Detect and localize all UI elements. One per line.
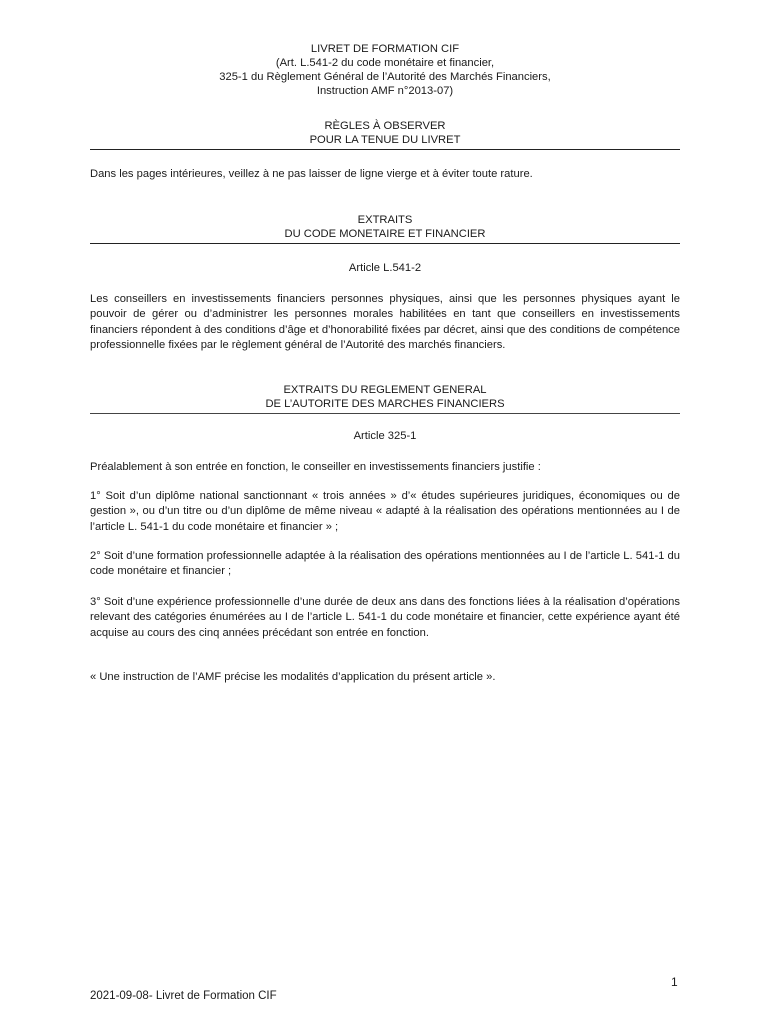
page-footer: 2021-09-08- Livret de Formation CIF xyxy=(90,990,277,1002)
reg-heading xyxy=(90,383,680,414)
article-325-1-item-2: 2° Soit d’une formation professionnelle adaptée à la réalisation des opérations mentionnées au I de l’article L. 541-1 du code monétaire et financier ; xyxy=(90,550,680,578)
header-subtitle-2: 325-1 du Règlement Général de l’Autorité des Marchés Financiers, xyxy=(219,71,551,83)
article-l541-2-title: Article L.541-2 xyxy=(348,262,422,274)
reg-heading-line2: DE L’AUTORITE DES MARCHES FINANCIERS xyxy=(265,398,505,410)
rules-text: Dans les pages intérieures, veillez à ne pas laisser de ligne vierge et à éviter toute rature. xyxy=(90,168,533,180)
rules-heading xyxy=(90,119,680,150)
code-heading-line1: EXTRAITS xyxy=(357,214,413,226)
code-heading-line2: DU CODE MONETAIRE ET FINANCIER xyxy=(284,228,486,240)
rules-heading-line2: POUR LA TENUE DU LIVRET xyxy=(309,134,461,146)
article-325-1-closing: « Une instruction de l’AMF précise les modalités d’application du présent article ». xyxy=(90,671,496,683)
reg-heading-line1: EXTRAITS DU REGLEMENT GENERAL xyxy=(283,384,487,396)
document-title: LIVRET DE FORMATION CIF xyxy=(310,43,460,55)
header-subtitle-1: (Art. L.541-2 du code monétaire et financier, xyxy=(275,57,495,69)
article-325-1-intro: Préalablement à son entrée en fonction, le conseiller en investissements financiers justifie : xyxy=(90,461,541,473)
header-subtitle-3: Instruction AMF n°2013-07) xyxy=(316,85,454,97)
article-325-1-item-3: 3° Soit d’une expérience professionnelle d’une durée de deux ans dans des fonctions liées à la réalisation d’opérations relevant des catégories énumérées au I de l’article L. 541-1 du code monétaire et financier, cette expérience ayant été acquise au cours des cinq années précédant son entrée en fonction. xyxy=(90,596,680,639)
article-325-1-item-1: 1° Soit d’un diplôme national sanctionnant « trois années » d’« études supérieures juridiques, économiques ou de gestion », ou d’un titre ou d’un diplôme de même niveau « adapté à la réalisation des opérations mentionnées au I de l’article L. 541-1 du code monétaire et financier » ; xyxy=(90,490,680,533)
rules-heading-line1: RÈGLES À OBSERVER xyxy=(324,120,446,132)
article-325-1-title: Article 325-1 xyxy=(353,430,417,442)
code-heading xyxy=(90,213,680,244)
document-header xyxy=(90,42,680,98)
article-l541-2-text: Les conseillers en investissements financiers personnes physiques, ainsi que les personnes physiques ayant le pouvoir de gérer ou d’administrer les personnes morales habilitées en tant que conseillers en investissements financiers répondent à des conditions d’âge et d’honorabilité fixées par décret, ainsi que des conditions de compétence professionnelle fixées par le règlement général de l’Autorité des marchés financiers. xyxy=(90,293,680,351)
page-number: 1 xyxy=(671,975,678,989)
